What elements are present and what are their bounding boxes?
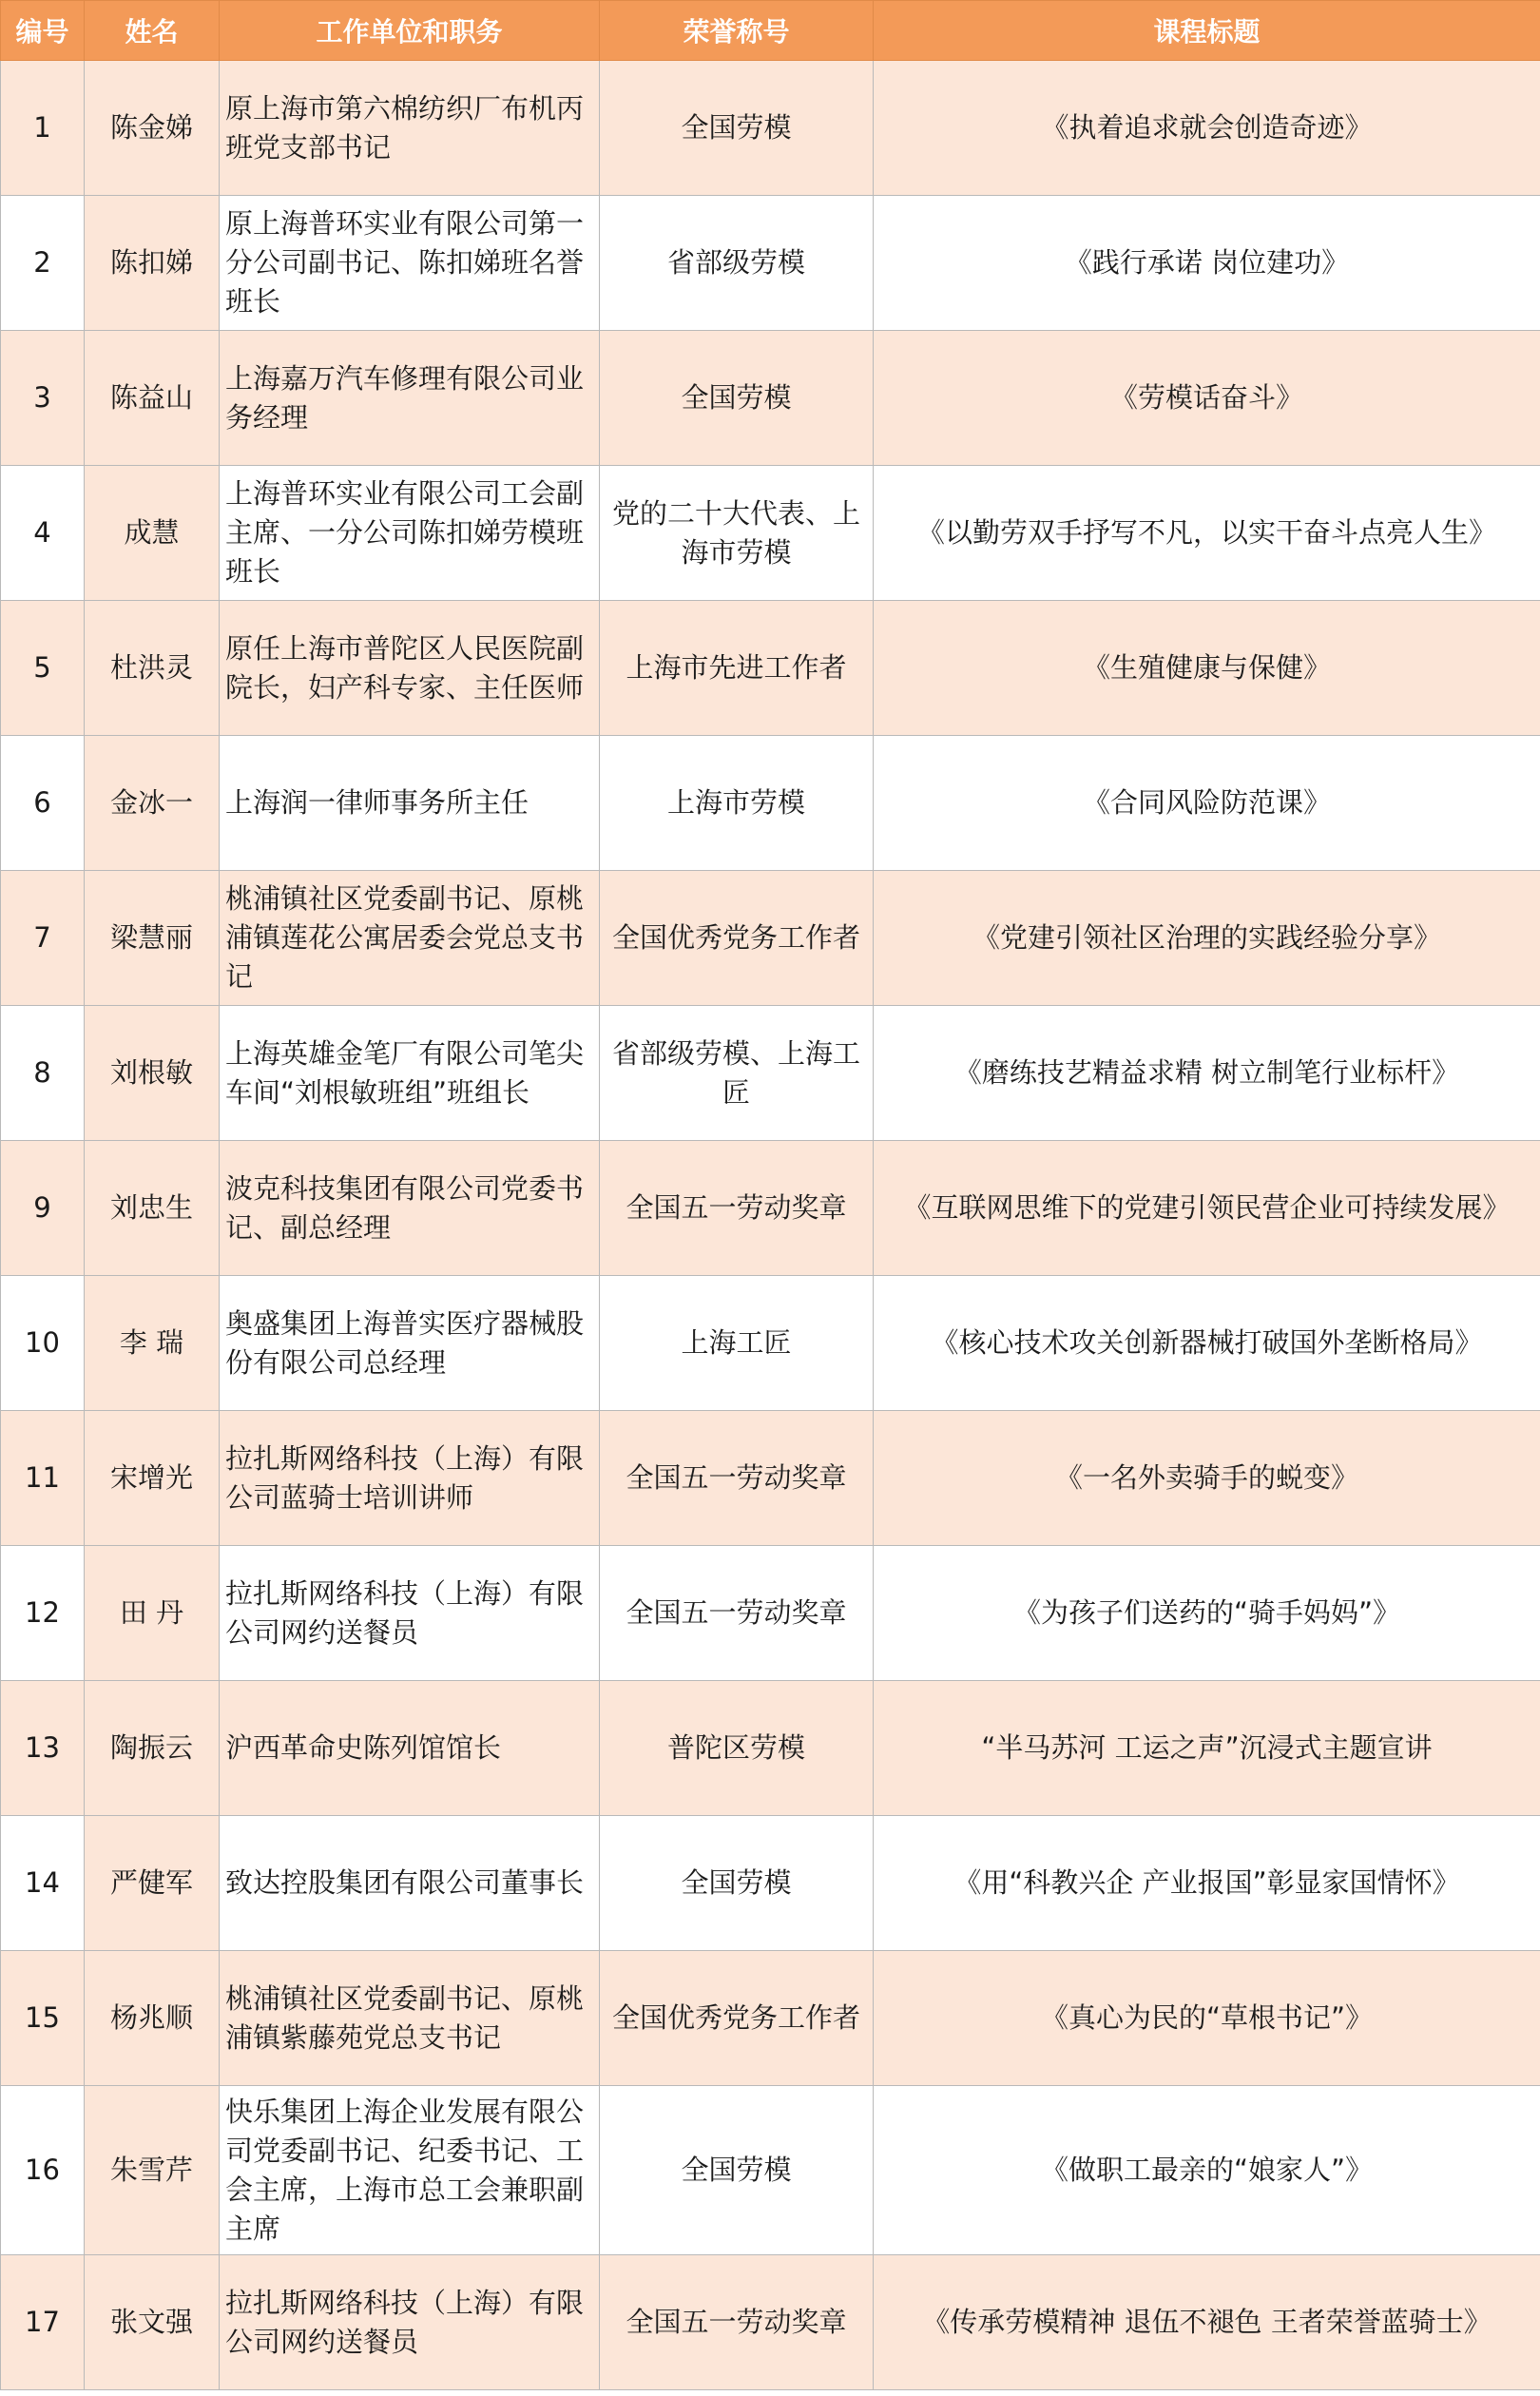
honor-title: 上海市先进工作者 (600, 601, 874, 736)
person-name: 成慧 (85, 466, 220, 601)
person-name: 陈扣娣 (85, 196, 220, 331)
work-unit: 上海英雄金笔厂有限公司笔尖车间“刘根敏班组”班组长 (220, 1006, 600, 1141)
course-title: 《互联网思维下的党建引领民营企业可持续发展》 (874, 1141, 1540, 1276)
work-unit: 上海普环实业有限公司工会副主席、一分公司陈扣娣劳模班班长 (220, 466, 600, 601)
work-unit: 原上海普环实业有限公司第一分公司副书记、陈扣娣班名誉班长 (220, 196, 600, 331)
person-name: 陈益山 (85, 331, 220, 466)
person-name: 宋增光 (85, 1411, 220, 1546)
work-unit: 上海润一律师事务所主任 (220, 736, 600, 871)
course-title: 《一名外卖骑手的蜕变》 (874, 1411, 1540, 1546)
honor-title: 全国劳模 (600, 1816, 874, 1951)
table-row (1, 61, 1540, 196)
work-unit: 致达控股集团有限公司董事长 (220, 1816, 600, 1951)
person-name: 田 丹 (85, 1546, 220, 1681)
table-row (1, 1276, 1540, 1411)
work-unit: 拉扎斯网络科技（上海）有限公司网约送餐员 (220, 1546, 600, 1681)
row-number: 12 (1, 1546, 85, 1681)
person-name: 张文强 (85, 2255, 220, 2390)
course-title: 《践行承诺 岗位建功》 (874, 196, 1540, 331)
course-title: 《执着追求就会创造奇迹》 (874, 61, 1540, 196)
work-unit: 原上海市第六棉纺织厂布机丙班党支部书记 (220, 61, 600, 196)
row-number: 7 (1, 871, 85, 1006)
table-row (1, 1816, 1540, 1951)
row-number: 11 (1, 1411, 85, 1546)
table-row (1, 1681, 1540, 1816)
row-number: 14 (1, 1816, 85, 1951)
honor-title: 上海市劳模 (600, 736, 874, 871)
row-number: 4 (1, 466, 85, 601)
header-course-title: 课程标题 (874, 1, 1540, 61)
header-unit: 工作单位和职务 (220, 1, 600, 61)
row-number: 13 (1, 1681, 85, 1816)
work-unit: 桃浦镇社区党委副书记、原桃浦镇紫藤苑党总支书记 (220, 1951, 600, 2086)
course-title: 《生殖健康与保健》 (874, 601, 1540, 736)
honor-title: 普陀区劳模 (600, 1681, 874, 1816)
course-title: 《合同风险防范课》 (874, 736, 1540, 871)
person-name: 严健军 (85, 1816, 220, 1951)
table-row (1, 196, 1540, 331)
honor-title: 全国优秀党务工作者 (600, 871, 874, 1006)
course-title: 《真心为民的“草根书记”》 (874, 1951, 1540, 2086)
course-title: 《传承劳模精神 退伍不褪色 王者荣誉蓝骑士》 (874, 2255, 1540, 2390)
course-title: 《劳模话奋斗》 (874, 331, 1540, 466)
person-name: 梁慧丽 (85, 871, 220, 1006)
row-number: 15 (1, 1951, 85, 2086)
course-title: 《以勤劳双手抒写不凡，以实干奋斗点亮人生》 (874, 466, 1540, 601)
work-unit: 拉扎斯网络科技（上海）有限公司蓝骑士培训讲师 (220, 1411, 600, 1546)
header-name: 姓名 (85, 1, 220, 61)
honor-title: 全国五一劳动奖章 (600, 2255, 874, 2390)
course-title: “半马苏河 工运之声”沉浸式主题宣讲 (874, 1681, 1540, 1816)
honor-title: 全国五一劳动奖章 (600, 1546, 874, 1681)
work-unit: 波克科技集团有限公司党委书记、副总经理 (220, 1141, 600, 1276)
honor-title: 全国劳模 (600, 61, 874, 196)
row-number: 2 (1, 196, 85, 331)
honor-title: 省部级劳模 (600, 196, 874, 331)
table-row (1, 2086, 1540, 2255)
person-name: 朱雪芹 (85, 2086, 220, 2255)
header-row (1, 1, 1540, 61)
person-name: 陈金娣 (85, 61, 220, 196)
table-row (1, 2255, 1540, 2390)
table-row (1, 466, 1540, 601)
row-number: 8 (1, 1006, 85, 1141)
honor-title: 全国劳模 (600, 331, 874, 466)
table-row (1, 331, 1540, 466)
person-name: 李 瑞 (85, 1276, 220, 1411)
work-unit: 上海嘉万汽车修理有限公司业务经理 (220, 331, 600, 466)
row-number: 6 (1, 736, 85, 871)
table-row (1, 1951, 1540, 2086)
work-unit: 桃浦镇社区党委副书记、原桃浦镇莲花公寓居委会党总支书记 (220, 871, 600, 1006)
honor-title: 全国劳模 (600, 2086, 874, 2255)
row-number: 16 (1, 2086, 85, 2255)
row-number: 9 (1, 1141, 85, 1276)
header-honor: 荣誉称号 (600, 1, 874, 61)
table-row (1, 871, 1540, 1006)
course-title: 《党建引领社区治理的实践经验分享》 (874, 871, 1540, 1006)
work-unit: 沪西革命史陈列馆馆长 (220, 1681, 600, 1816)
row-number: 5 (1, 601, 85, 736)
honor-title: 上海工匠 (600, 1276, 874, 1411)
table-row (1, 1006, 1540, 1141)
table-row (1, 601, 1540, 736)
course-title: 《做职工最亲的“娘家人”》 (874, 2086, 1540, 2255)
person-name: 杜洪灵 (85, 601, 220, 736)
person-name: 刘忠生 (85, 1141, 220, 1276)
honor-title: 省部级劳模、上海工匠 (600, 1006, 874, 1141)
work-unit: 奥盛集团上海普实医疗器械股份有限公司总经理 (220, 1276, 600, 1411)
table-row (1, 1546, 1540, 1681)
honor-title: 全国优秀党务工作者 (600, 1951, 874, 2086)
table-row (1, 1141, 1540, 1276)
work-unit: 拉扎斯网络科技（上海）有限公司网约送餐员 (220, 2255, 600, 2390)
person-name: 陶振云 (85, 1681, 220, 1816)
table-row (1, 736, 1540, 871)
honor-title: 全国五一劳动奖章 (600, 1411, 874, 1546)
honor-title: 全国五一劳动奖章 (600, 1141, 874, 1276)
row-number: 1 (1, 61, 85, 196)
person-name: 杨兆顺 (85, 1951, 220, 2086)
header-number: 编号 (1, 1, 85, 61)
honor-title: 党的二十大代表、上海市劳模 (600, 466, 874, 601)
work-unit: 原任上海市普陀区人民医院副院长，妇产科专家、主任医师 (220, 601, 600, 736)
row-number: 10 (1, 1276, 85, 1411)
course-title: 《核心技术攻关创新器械打破国外垄断格局》 (874, 1276, 1540, 1411)
row-number: 17 (1, 2255, 85, 2390)
course-title: 《用“科教兴企 产业报国”彰显家国情怀》 (874, 1816, 1540, 1951)
table-row (1, 1411, 1540, 1546)
person-name: 金冰一 (85, 736, 220, 871)
course-title: 《磨练技艺精益求精 树立制笔行业标杆》 (874, 1006, 1540, 1141)
work-unit: 快乐集团上海企业发展有限公司党委副书记、纪委书记、工会主席，上海市总工会兼职副主席 (220, 2086, 600, 2255)
person-name: 刘根敏 (85, 1006, 220, 1141)
row-number: 3 (1, 331, 85, 466)
course-title: 《为孩子们送药的“骑手妈妈”》 (874, 1546, 1540, 1681)
